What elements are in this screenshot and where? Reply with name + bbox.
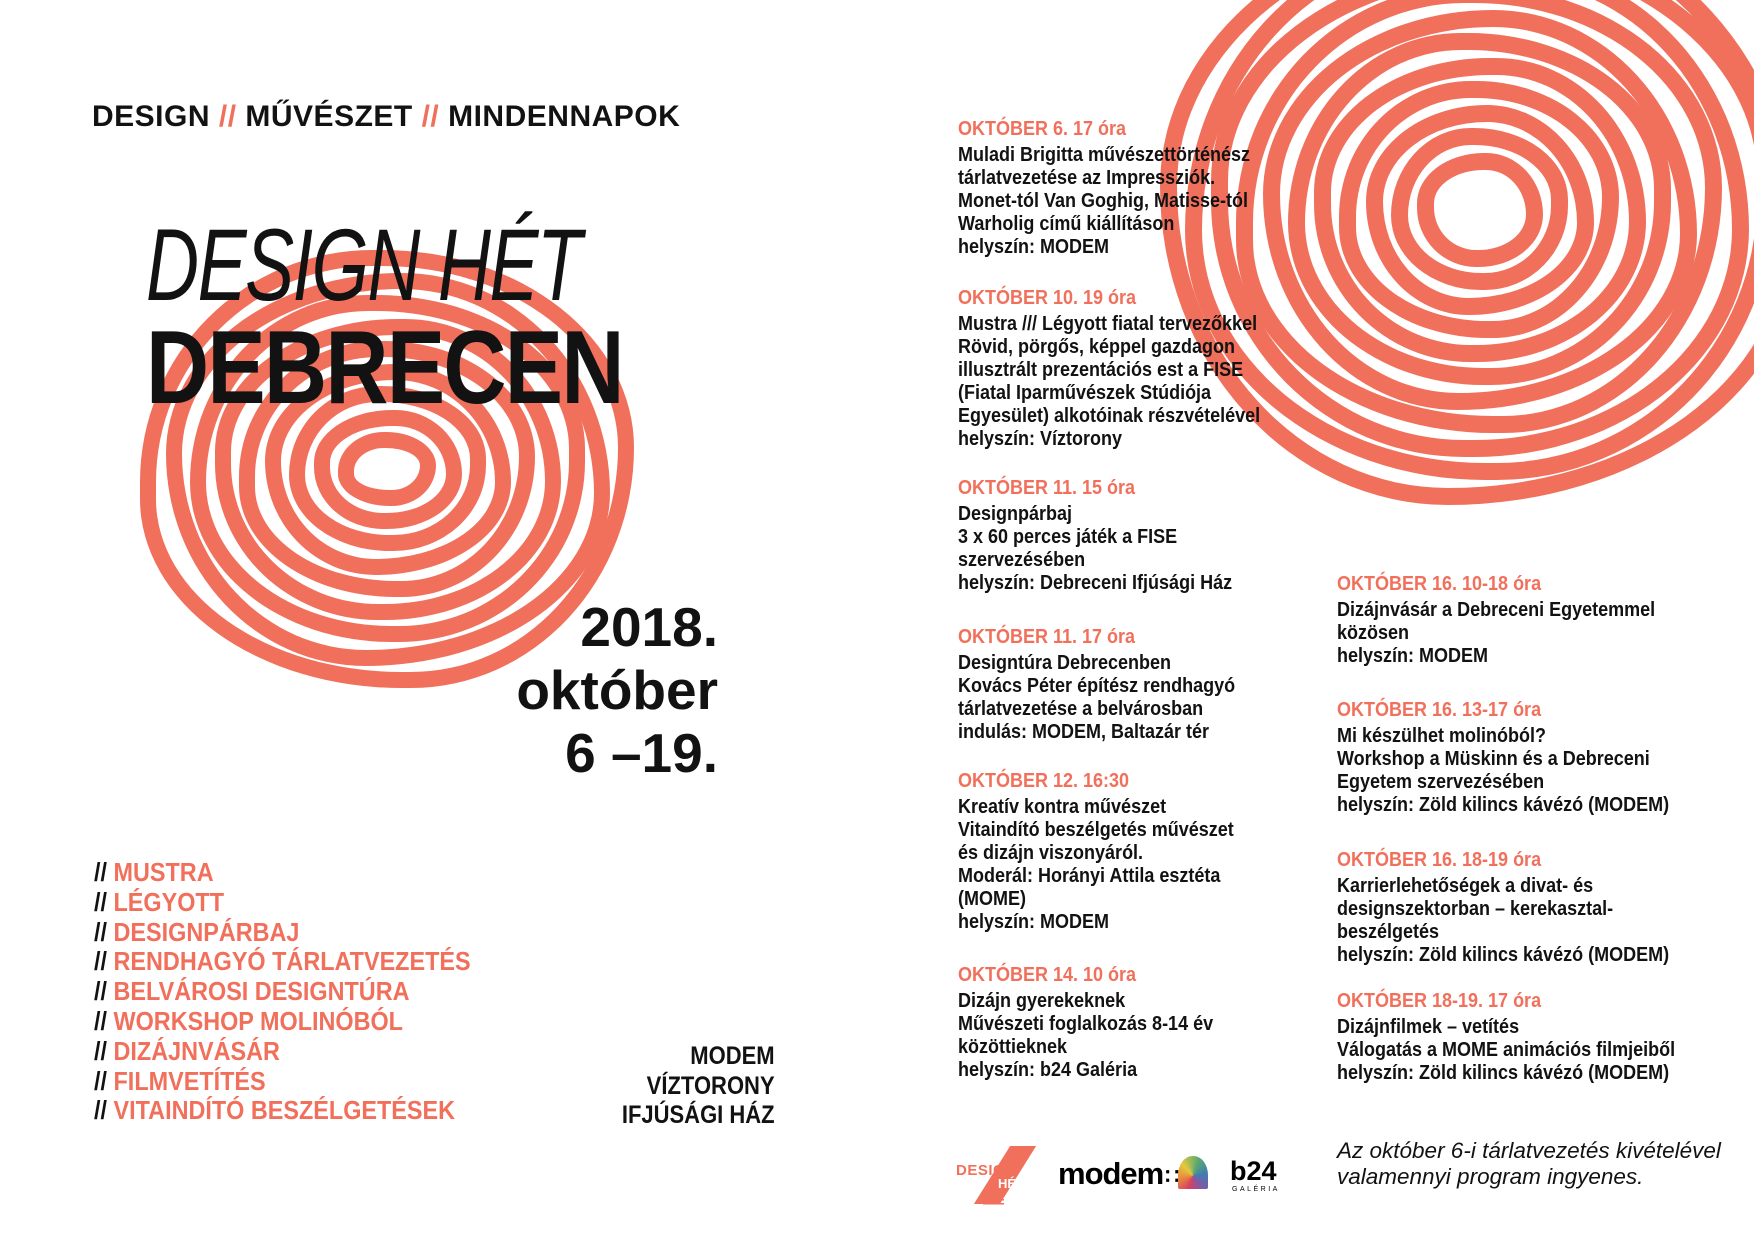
program-label: MUSTRA bbox=[113, 857, 214, 887]
event-line: (MOME) bbox=[958, 888, 1026, 910]
event-date: OKTÓBER 16. 18-19 óra bbox=[1337, 849, 1542, 871]
b24-logo-subtext: GALÉRIA bbox=[1232, 1186, 1280, 1193]
modem-logo-dots-icon: ∷ bbox=[1165, 1164, 1178, 1189]
program-slashes: // bbox=[94, 946, 108, 977]
event-line: helyszín: Debreceni Ifjúsági Ház bbox=[958, 572, 1233, 594]
event bbox=[958, 287, 1260, 451]
program-item bbox=[94, 1007, 471, 1037]
event-line: Egyesület) alkotóinak részvételével bbox=[958, 405, 1261, 427]
title-design-het: DESIGN HÉT bbox=[146, 208, 581, 322]
event-line: szervezésében bbox=[958, 549, 1086, 571]
venue-modem: MODEM bbox=[690, 1042, 775, 1070]
free-admission-note bbox=[1337, 1138, 1721, 1190]
event-date: OKTÓBER 11. 15 óra bbox=[958, 477, 1136, 499]
date-block bbox=[516, 596, 718, 785]
event-date: OKTÓBER 16. 13-17 óra bbox=[1337, 699, 1542, 721]
venue-list bbox=[622, 1042, 775, 1131]
tagline-word-design: DESIGN bbox=[92, 100, 211, 133]
event-line: Monet-tól Van Goghig, Matisse-tól bbox=[958, 190, 1248, 212]
program-item bbox=[94, 918, 471, 948]
event-line: beszélgetés bbox=[1337, 921, 1440, 943]
event-line: helyszín: Zöld kilincs kávézó (MODEM) bbox=[1337, 794, 1670, 816]
event-line: 3 x 60 perces játék a FISE bbox=[958, 526, 1178, 548]
event-line: Muladi Brigitta művészettörténész bbox=[958, 144, 1251, 166]
event-date: OKTÓBER 12. 16:30 bbox=[958, 770, 1130, 792]
event-line: helyszín: Zöld kilincs kávézó (MODEM) bbox=[1337, 944, 1670, 966]
program-slashes: // bbox=[94, 1035, 108, 1066]
tagline-separator: // bbox=[218, 100, 237, 133]
design-het-logo bbox=[956, 1146, 1052, 1208]
event-line: Designtúra Debrecenben bbox=[958, 652, 1172, 674]
program-item bbox=[94, 977, 471, 1007]
event bbox=[1337, 849, 1669, 967]
event-line: Művészeti foglalkozás 8-14 év bbox=[958, 1013, 1214, 1035]
program-slashes: // bbox=[94, 1005, 108, 1036]
event-line: (Fiatal Iparművészek Stúdiója bbox=[958, 382, 1212, 404]
event-line: Designpárbaj bbox=[958, 503, 1073, 525]
tagline-separator: // bbox=[421, 100, 440, 133]
b24-logo-text: b24 bbox=[1230, 1156, 1277, 1186]
tagline-word-muveszet: MŰVÉSZET bbox=[245, 100, 413, 133]
date-month: október bbox=[516, 659, 718, 721]
event-line: Mustra /// Légyott fiatal tervezőkkel bbox=[958, 313, 1258, 335]
event-line: tárlatvezetése a belvárosban bbox=[958, 698, 1204, 720]
design-het-logo-het-text: HÉT bbox=[998, 1176, 1024, 1191]
event bbox=[958, 477, 1232, 595]
title-debrecen: DEBRECEN bbox=[146, 310, 623, 426]
modem-logo bbox=[1058, 1156, 1177, 1192]
event-line: illusztrált prezentációs est a FISE bbox=[958, 359, 1244, 381]
event-line: Kovács Péter építész rendhagyó bbox=[958, 675, 1236, 697]
event-line: Dizájn gyerekeknek bbox=[958, 990, 1126, 1012]
event-line: helyszín: b24 Galéria bbox=[958, 1059, 1138, 1081]
program-label: RENDHAGYÓ TÁRLATVEZETÉS bbox=[113, 946, 471, 977]
event-line: közösen bbox=[1337, 622, 1410, 644]
program-list bbox=[94, 858, 471, 1126]
program-slashes: // bbox=[94, 1065, 108, 1096]
design-het-logo-fineprint bbox=[983, 1195, 1004, 1206]
modem-logo-text: modem bbox=[1058, 1156, 1164, 1191]
event-date: OKTÓBER 16. 10-18 óra bbox=[1337, 573, 1542, 595]
tagline bbox=[92, 100, 680, 134]
event bbox=[1337, 699, 1669, 817]
program-item bbox=[94, 888, 471, 918]
event-line: helyszín: Zöld kilincs kávézó (MODEM) bbox=[1337, 1062, 1670, 1084]
event bbox=[958, 118, 1250, 259]
program-slashes: // bbox=[94, 857, 108, 887]
note-line: Az október 6-i tárlatvezetés kivételével bbox=[1337, 1138, 1721, 1163]
date-days: 6 –19. bbox=[565, 722, 718, 784]
event-line: Karrierlehetőségek a divat- és bbox=[1337, 875, 1594, 897]
event-line: Vitaindító beszélgetés művészet bbox=[958, 819, 1234, 841]
program-slashes: // bbox=[94, 1095, 108, 1126]
event-date: OKTÓBER 18-19. 17 óra bbox=[1337, 990, 1542, 1012]
event-line: helyszín: MODEM bbox=[958, 911, 1110, 933]
event-date: OKTÓBER 6. 17 óra bbox=[958, 118, 1127, 140]
program-item bbox=[94, 858, 471, 888]
program-label: DIZÁJNVÁSÁR bbox=[113, 1035, 280, 1066]
note-line: valamennyi program ingyenes. bbox=[1337, 1164, 1644, 1189]
event-line: Dizájnfilmek – vetítés bbox=[1337, 1016, 1520, 1038]
event-line: és dizájn viszonyáról. bbox=[958, 842, 1144, 864]
tagline-word-mindennapok: MINDENNAPOK bbox=[448, 100, 681, 133]
event bbox=[958, 770, 1234, 934]
event-date: OKTÓBER 14. 10 óra bbox=[958, 964, 1137, 986]
ifjusagi-haz-logo bbox=[1178, 1156, 1208, 1189]
program-label: DESIGNPÁRBAJ bbox=[113, 916, 300, 947]
b24-galeria-logo bbox=[1230, 1156, 1280, 1193]
program-label: WORKSHOP MOLINÓBÓL bbox=[113, 1005, 403, 1036]
event-line: Warholig című kiállításon bbox=[958, 213, 1175, 235]
event-line: Dizájnvásár a Debreceni Egyetemmel bbox=[1337, 599, 1656, 621]
event-line: Moderál: Horányi Attila esztéta bbox=[958, 865, 1221, 887]
program-item bbox=[94, 1096, 471, 1126]
event-date: OKTÓBER 10. 19 óra bbox=[958, 287, 1137, 309]
event bbox=[1337, 573, 1655, 668]
event-line: Egyetem szervezésében bbox=[1337, 771, 1545, 793]
program-item bbox=[94, 1037, 471, 1067]
program-label: FILMVETÍTÉS bbox=[113, 1065, 266, 1096]
event-line: Workshop a Müskinn és a Debreceni bbox=[1337, 748, 1650, 770]
event-line: Kreatív kontra művészet bbox=[958, 796, 1167, 818]
program-label: LÉGYOTT bbox=[113, 886, 225, 917]
program-label: VITAINDÍTÓ BESZÉLGETÉSEK bbox=[113, 1095, 456, 1126]
event-line: tárlatvezetése az Impressziók. bbox=[958, 167, 1216, 189]
event-line: helyszín: Víztorony bbox=[958, 428, 1123, 450]
event bbox=[958, 964, 1213, 1082]
design-het-logo-design-text: DESIGN bbox=[956, 1162, 1017, 1179]
event bbox=[1337, 990, 1675, 1085]
program-label: BELVÁROSI DESIGNTÚRA bbox=[113, 976, 410, 1007]
event bbox=[958, 626, 1235, 744]
venue-viztorony: VÍZTORONY bbox=[647, 1071, 775, 1100]
venue-ifjusagi-haz: IFJÚSÁGI HÁZ bbox=[622, 1101, 775, 1130]
program-item bbox=[94, 1067, 471, 1097]
program-slashes: // bbox=[94, 886, 108, 917]
event-line: indulás: MODEM, Baltazár tér bbox=[958, 721, 1210, 743]
event-line: közöttieknek bbox=[958, 1036, 1068, 1058]
event-line: helyszín: MODEM bbox=[1337, 645, 1489, 667]
program-slashes: // bbox=[94, 916, 108, 947]
program-slashes: // bbox=[94, 976, 108, 1007]
event-line: designszektorban – kerekasztal- bbox=[1337, 898, 1614, 920]
event-line: Válogatás a MOME animációs filmjeiből bbox=[1337, 1039, 1676, 1061]
event-line: Mi készülhet molinóból? bbox=[1337, 725, 1547, 747]
event-date: OKTÓBER 11. 17 óra bbox=[958, 626, 1136, 648]
date-year: 2018. bbox=[580, 596, 718, 658]
event-line: helyszín: MODEM bbox=[958, 236, 1110, 258]
event-line: Rövid, pörgős, képpel gazdagon bbox=[958, 336, 1236, 358]
program-item bbox=[94, 947, 471, 977]
